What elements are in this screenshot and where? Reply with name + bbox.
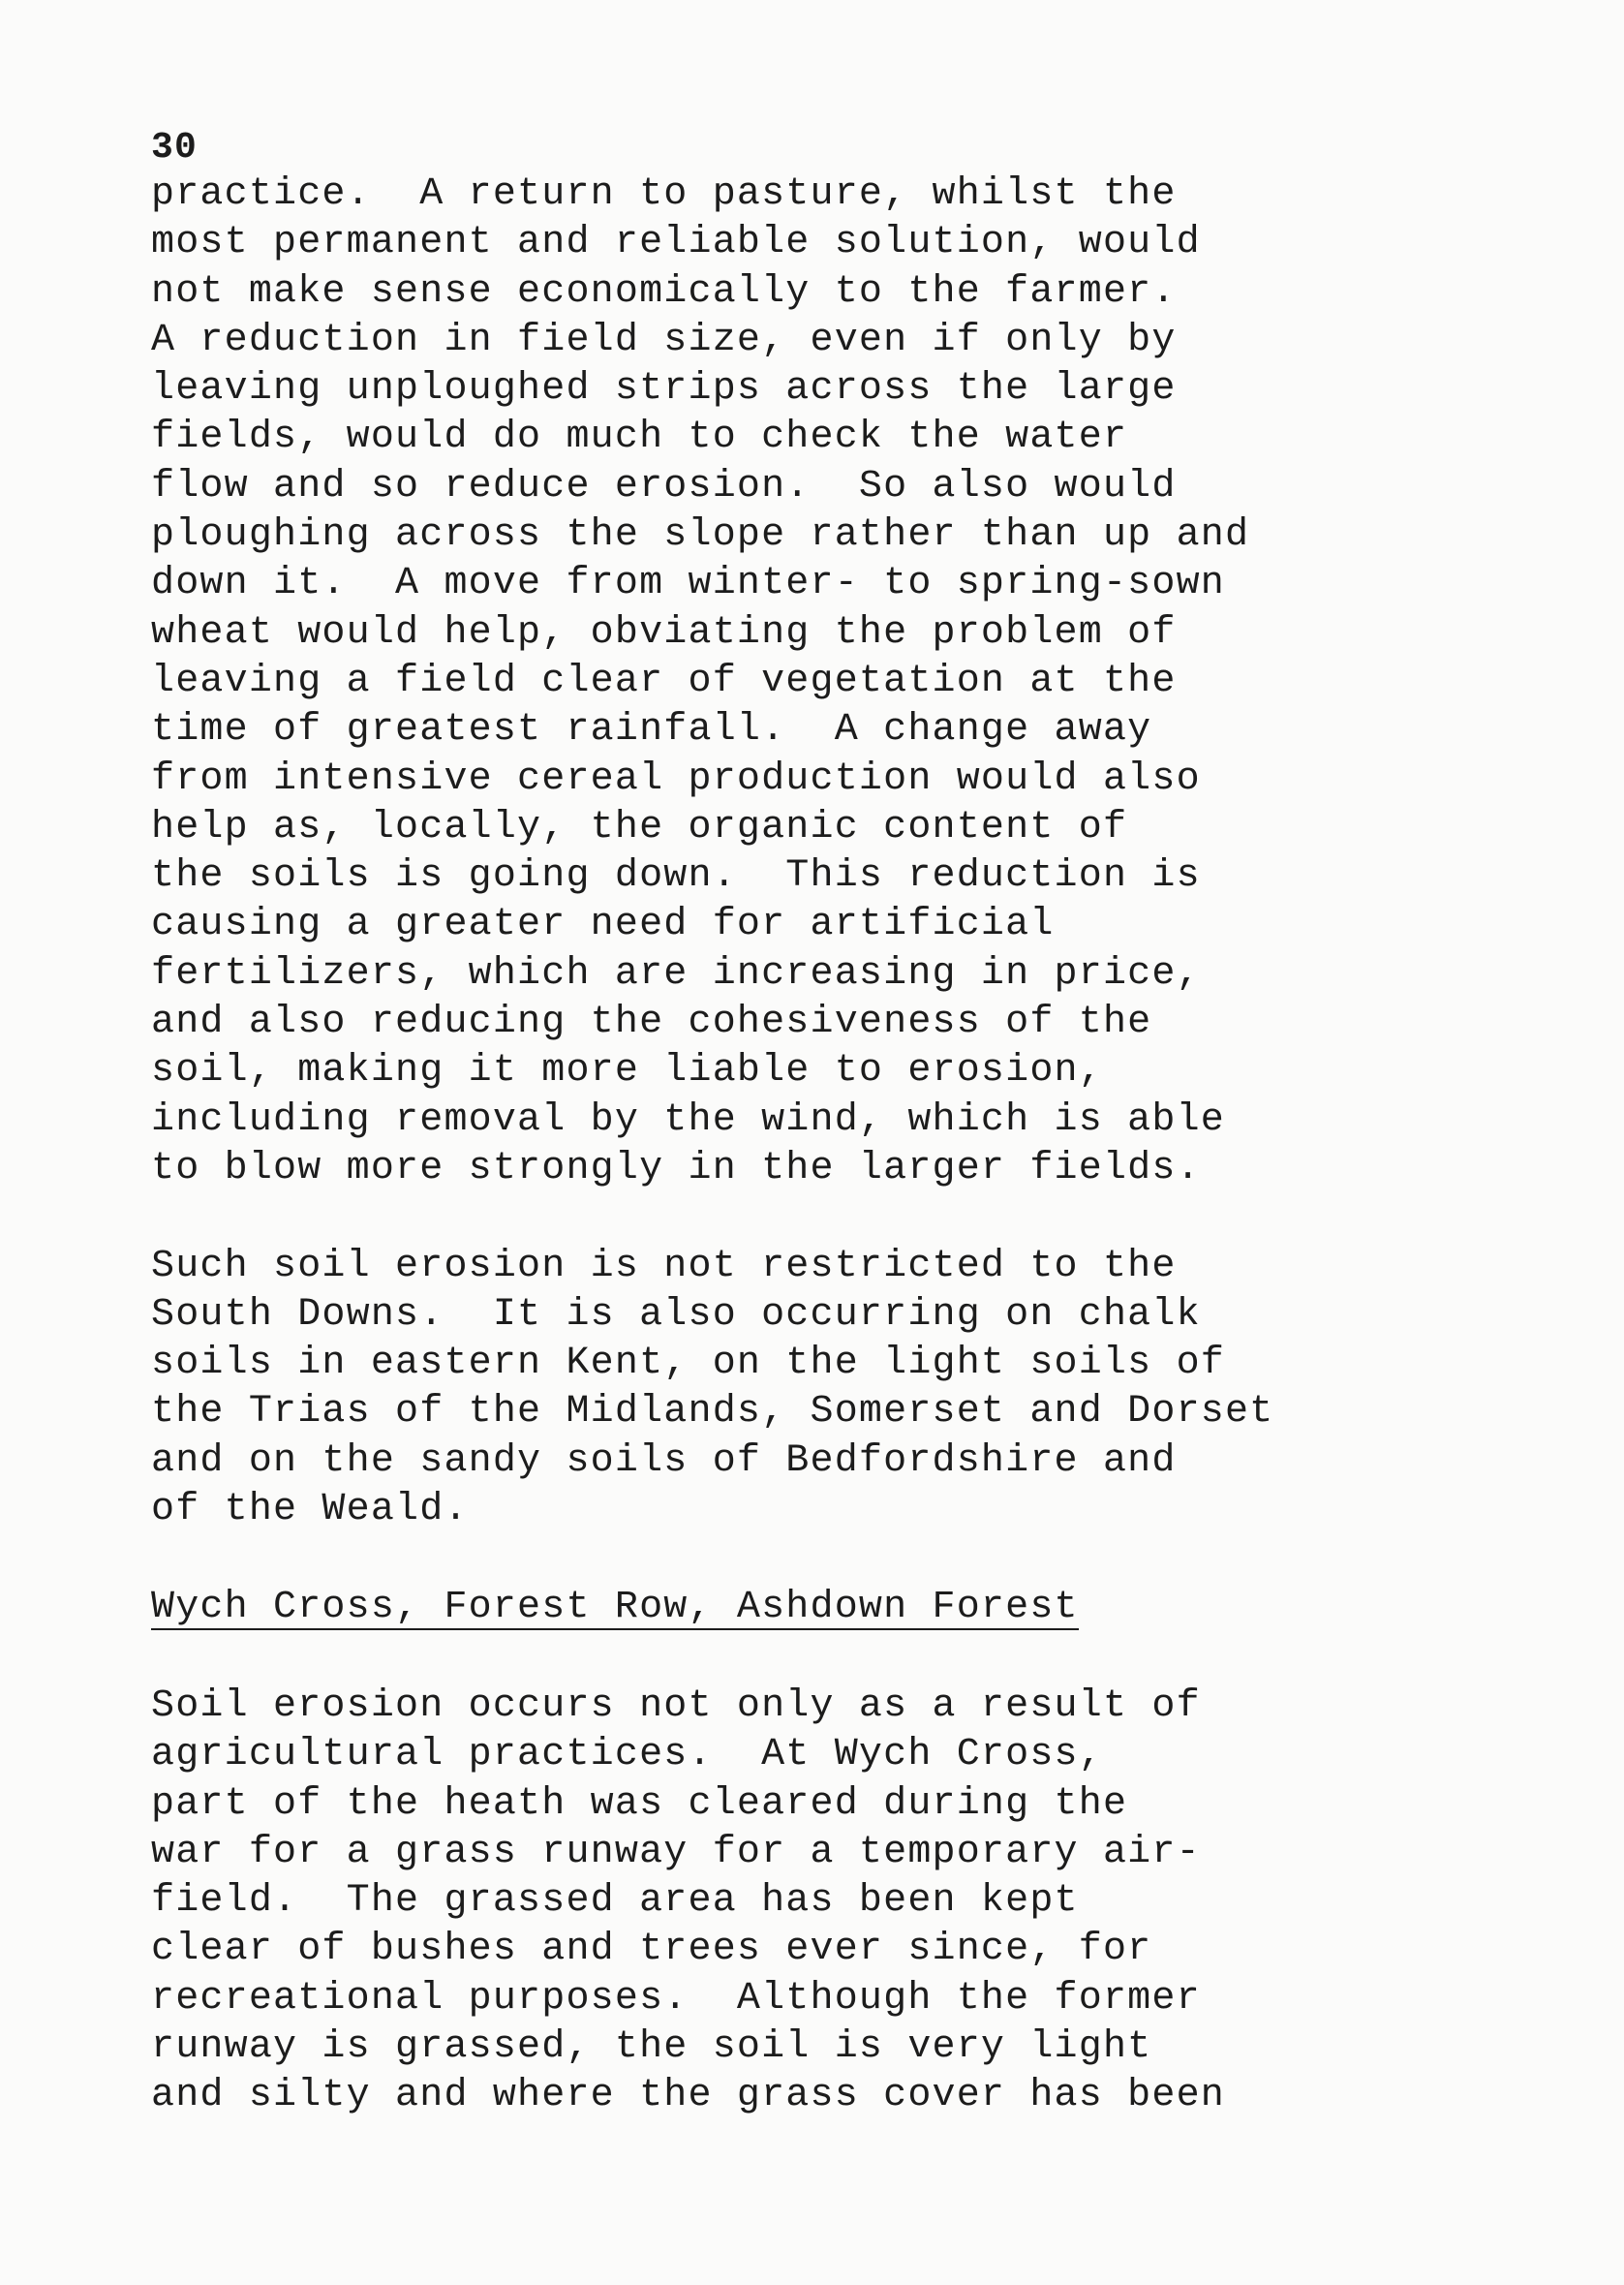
text-line: wheat would help, obviating the problem of [151, 610, 1177, 655]
text-line: clear of bushes and trees ever since, for [151, 1928, 1152, 1972]
text-line: practice. A return to pasture, whilst the [151, 172, 1177, 216]
text-line: Soil erosion occurs not only as a result of [151, 1683, 1201, 1728]
paragraph-spacer [151, 1534, 1526, 1583]
text-line: help as, locally, the organic content of [151, 805, 1128, 849]
text-line: fields, would do much to check the water [151, 416, 1128, 460]
text-line: ploughing across the slope rather than up and [151, 513, 1250, 558]
text-line: soils in eastern Kent, on the light soils of [151, 1342, 1225, 1386]
text-line: leaving unploughed strips across the large [151, 367, 1177, 412]
text-line: runway is grassed, the soil is very light [151, 2024, 1152, 2069]
paragraph-spacer [151, 1634, 1526, 1683]
paragraph-3 [151, 1683, 1526, 2121]
text-line: part of the heath was cleared during the [151, 1781, 1128, 1826]
text-line: South Downs. It is also occurring on chalk [151, 1292, 1201, 1337]
paragraph-2 [151, 1243, 1526, 1535]
text-line: time of greatest rainfall. A change away [151, 708, 1152, 753]
text-line: causing a greater need for artificial [151, 903, 1055, 947]
section-heading: Wych Cross, Forest Row, Ashdown Forest [151, 1585, 1079, 1629]
text-line: war for a grass runway for a temporary air- [151, 1830, 1201, 1874]
paragraph-1 [151, 170, 1526, 1193]
text-line: agricultural practices. At Wych Cross, [151, 1733, 1103, 1777]
page-number: 30 [151, 127, 199, 169]
text-line: soil, making it more liable to erosion, [151, 1049, 1103, 1094]
page-content [151, 126, 1526, 2121]
text-line: most permanent and reliable solution, would [151, 221, 1201, 265]
text-line: and also reducing the cohesiveness of the [151, 1001, 1152, 1045]
text-line: field. The grassed area has been kept [151, 1879, 1079, 1924]
text-line: down it. A move from winter- to spring-sown [151, 562, 1225, 606]
text-line: Such soil erosion is not restricted to the [151, 1244, 1177, 1288]
text-line: fertilizers, which are increasing in price, [151, 951, 1201, 996]
text-line: from intensive cereal production would also [151, 757, 1201, 801]
text-line: to blow more strongly in the larger fields. [151, 1146, 1201, 1190]
text-line: the soils is going down. This reduction is [151, 854, 1201, 899]
text-line: leaving a field clear of vegetation at the [151, 659, 1177, 703]
text-line: the Trias of the Midlands, Somerset and Dorset [151, 1390, 1274, 1435]
text-line: of the Weald. [151, 1488, 469, 1532]
text-line: flow and so reduce erosion. So also would [151, 464, 1177, 509]
paragraph-spacer [151, 1193, 1526, 1242]
text-line: A reduction in field size, even if only by [151, 318, 1177, 362]
text-line: recreational purposes. Although the former [151, 1976, 1201, 2021]
text-line: and on the sandy soils of Bedfordshire and [151, 1438, 1177, 1483]
text-line: and silty and where the grass cover has been [151, 2074, 1225, 2118]
text-line: including removal by the wind, which is able [151, 1097, 1225, 1142]
text-line: not make sense economically to the farmer. [151, 269, 1177, 314]
